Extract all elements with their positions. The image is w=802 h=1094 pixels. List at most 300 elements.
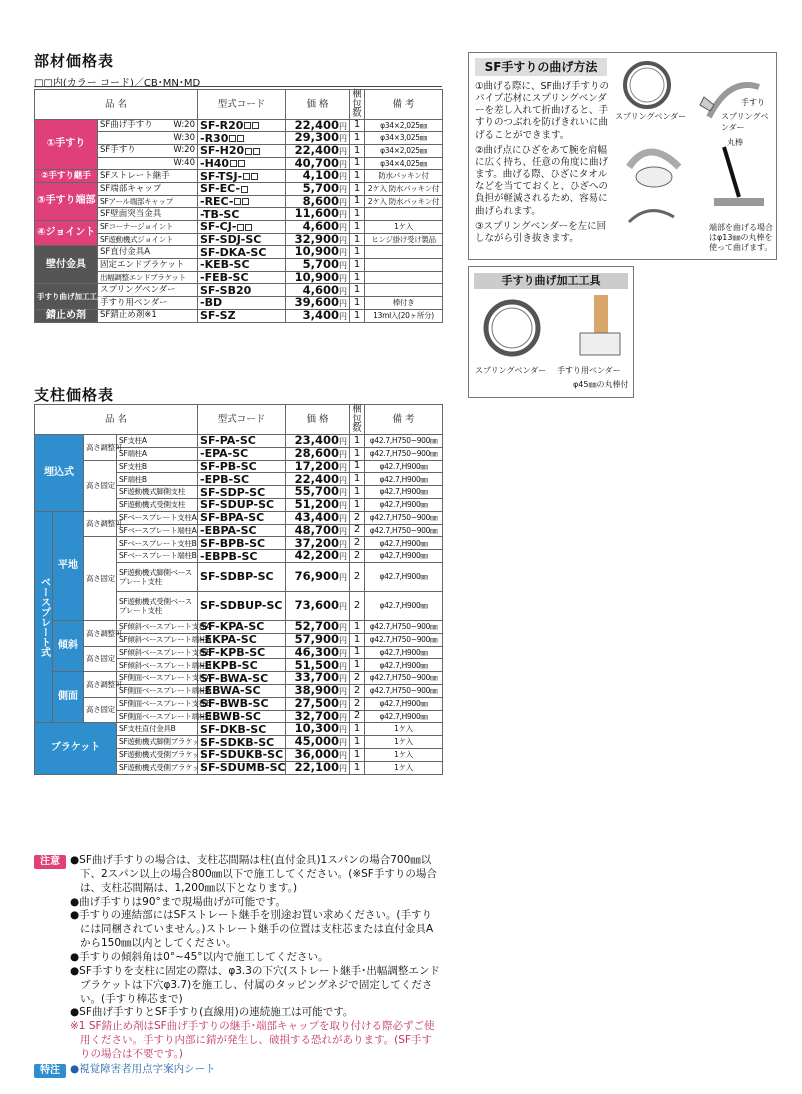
knee-icon (636, 167, 672, 187)
qty-cell: 2 (350, 511, 365, 524)
color-code-box (244, 122, 251, 129)
color-code-box (230, 160, 237, 167)
label-end: 端部を曲げる場合はφ13㎜の丸棒を使って曲げます。 (709, 223, 773, 252)
price-cell (286, 550, 350, 563)
yen-unit: 円 (339, 134, 347, 144)
item-width: W:20 (173, 145, 195, 156)
yen-unit: 円 (339, 635, 348, 645)
item-name (98, 233, 198, 246)
item-name (98, 271, 198, 284)
note-item: ●手すりの連結部にはSFストレート継手を別途お買い求めください。(手すりには同梱されていません。)ストレート継手の位置は支柱芯または直付金具Aから150㎜以内としてください。 (70, 909, 434, 950)
qty-cell: 1 (350, 646, 365, 659)
note-cell: φ42.7,H750~900㎜ (365, 447, 443, 460)
qty-cell: 1 (350, 221, 365, 234)
note-cell: 13ml入(20ヶ所分) (365, 309, 443, 322)
note-item: ●SF曲げ手すりの場合は、支柱芯間隔は柱(直付金具)1スパンの場合700㎜以下、2スパン以上の場合800㎜以下で施工してください。(※SF手すりの場合は、支柱芯間隔は、1,200㎜以下となります。) (70, 854, 437, 894)
table-row (35, 435, 443, 448)
posts-title: 支柱価格表 (34, 386, 115, 404)
code-cell: -H40 (198, 157, 286, 170)
note-cell: 1ケ入 (365, 736, 443, 749)
price-value: 52,700 (294, 619, 340, 634)
code-cell: -EBWA-SC (198, 684, 286, 697)
qty-cell: 2 (350, 710, 365, 723)
note-item: ●SF手すりを支柱に固定の際は、φ3.3の下穴(ストレート継手･出幅調整エンドブラケットは下穴φ3.7)を施工し、付属のタッピングネジで固定してください。(手すり棒芯まで) (70, 964, 440, 1005)
item-name: SF遊動機式受側支柱 (117, 498, 198, 511)
note-item: ※1 SF錆止め剤はSF曲げ手すりの継手･端部キャップを取り付ける際必ずご使用ください。手すり内部に錆が発生し、破損する恐れがあります。(SF手すりの場合は不要です。) (70, 1020, 435, 1061)
height-fix: 高さ固定 (84, 537, 117, 621)
note-cell: φ42.7,H900㎜ (365, 697, 443, 710)
yen-unit: 円 (339, 687, 348, 697)
category-end: ③手すり端部 (35, 182, 98, 220)
table-row (35, 246, 443, 259)
col-qty: 梱包数 (350, 90, 365, 120)
item-name: SF支柱直付金具B (117, 723, 198, 736)
price-value: 38,900 (294, 683, 340, 698)
yen-unit: 円 (339, 475, 348, 485)
yen-unit: 円 (339, 526, 348, 536)
bend-steps (475, 81, 609, 248)
item-name (98, 195, 198, 208)
caution-tag: 注意 (34, 855, 66, 869)
table-row (35, 697, 443, 710)
price-value: 3,400 (302, 307, 339, 322)
tool-spring: スプリングベンダー (475, 366, 547, 375)
code-cell: SF-EC- (198, 182, 286, 195)
yen-unit: 円 (339, 712, 348, 722)
yen-unit: 円 (339, 248, 347, 258)
height-fix: 高さ固定 (84, 697, 117, 723)
round-bar-icon (724, 147, 739, 197)
price-value: 5,700 (302, 257, 339, 272)
posts-table (34, 404, 443, 775)
yen-unit: 円 (339, 674, 348, 684)
table-row (35, 672, 443, 685)
col-price: 価 格 (286, 405, 350, 435)
price-value: 28,600 (294, 445, 340, 460)
col-code: 型式コード (198, 90, 286, 120)
note-cell: φ34×4,025㎜ (365, 157, 443, 170)
price-value: 46,300 (294, 644, 340, 659)
code-cell: SF-BWB-SC (198, 697, 286, 710)
qty-cell: 1 (350, 460, 365, 473)
yen-unit: 円 (339, 146, 347, 156)
yen-unit: 円 (339, 197, 347, 207)
yen-unit: 円 (339, 751, 348, 761)
item-name: SFベースプレート端柱B (117, 550, 198, 563)
item-name-text: 出幅調整エンドブラケット (100, 272, 186, 282)
height-adj: 高さ調整可 (84, 435, 117, 461)
item-name: SF支柱A (117, 435, 198, 448)
item-name (98, 170, 198, 183)
table-row (35, 170, 443, 183)
note-cell: 棒付き (365, 297, 443, 310)
code-cell: SF-PA-SC (198, 435, 286, 448)
price-value: 5,700 (302, 181, 339, 196)
hand-icon (700, 97, 714, 111)
yen-unit: 円 (339, 488, 348, 498)
qty-cell: 1 (350, 309, 365, 322)
qty-cell: 1 (350, 761, 365, 774)
code-cell: -FEB-SC (198, 271, 286, 284)
item-name-text: SFアール端部キャップ (100, 196, 173, 206)
price-value: 40,700 (294, 155, 339, 170)
item-name (98, 119, 198, 132)
col-name: 品 名 (35, 90, 198, 120)
note-cell: φ42.7,H750~900㎜ (365, 633, 443, 646)
bend-step: ①曲げる際に、SF曲げ手すりのパイプ芯材にスプリングベンダーを差し入れて折曲げると、手すりのつぶれを防げきれいに曲げることができます。 (475, 81, 610, 141)
color-code-box (229, 135, 236, 142)
item-name-text: SF曲げ手すり (100, 120, 153, 131)
code-cell: -R30 (198, 132, 286, 145)
code-cell: SF-R20 (198, 119, 286, 132)
parts-title: 部材価格表 (34, 52, 115, 70)
color-code-box (237, 135, 244, 142)
col-price: 価 格 (286, 90, 350, 120)
yen-unit: 円 (339, 286, 347, 296)
category-label: ベースプレート式 (38, 577, 50, 658)
item-name-text: SFストレート継手 (100, 170, 170, 181)
wood-bar-icon (594, 295, 608, 337)
item-name-text: SFコーナージョイント (100, 222, 173, 232)
note-cell: 1ケ入 (365, 748, 443, 761)
price-value: 57,900 (294, 631, 340, 646)
yen-unit: 円 (339, 437, 348, 447)
item-name: SF支柱B (117, 460, 198, 473)
qty-cell: 2 (350, 562, 365, 591)
note-cell (365, 246, 443, 259)
item-width: W:40 (173, 158, 195, 169)
note-cell (365, 284, 443, 297)
price-value: 42,200 (294, 548, 340, 563)
note-cell: φ42.7,H750~900㎜ (365, 435, 443, 448)
note-cell: φ42.7,H900㎜ (365, 460, 443, 473)
price-cell (286, 591, 350, 620)
item-name: SFベースプレート支柱B (117, 537, 198, 550)
note-item: ●手すりの傾斜角は0°~45°以内で施工してください。 (70, 951, 329, 964)
note-cell: φ34×2,025㎜ (365, 119, 443, 132)
price-value: 23,400 (294, 433, 340, 448)
qty-cell: 1 (350, 170, 365, 183)
table-row (35, 537, 443, 550)
item-name: SF側面ベースプレート支柱B (117, 697, 198, 710)
label-spring2: スプリングベンダー (721, 112, 769, 132)
parts-table (34, 89, 443, 323)
item-name: SF端柱A (117, 447, 198, 460)
qty-cell: 2 (350, 672, 365, 685)
code-cell: SF-BPA-SC (198, 511, 286, 524)
tool-bender: 手すり用ベンダー (557, 366, 621, 375)
yen-unit: 円 (339, 159, 347, 169)
code-cell: -TB-SC (198, 208, 286, 221)
item-name: SFベースプレート端柱A (117, 524, 198, 537)
color-code-box (238, 160, 245, 167)
item-name (98, 208, 198, 221)
item-name: SF傾斜ベースプレート支柱B (117, 646, 198, 659)
qty-cell: 1 (350, 633, 365, 646)
code-cell: SF-SDJ-SC (198, 233, 286, 246)
pull-out-icon (629, 211, 674, 222)
qty-cell: 1 (350, 723, 365, 736)
qty-cell: 2 (350, 697, 365, 710)
qty-cell: 1 (350, 246, 365, 259)
height-adj: 高さ調整可 (84, 620, 117, 646)
height-adj: 高さ調整可 (84, 672, 117, 698)
note-cell: φ42.7,H900㎜ (365, 486, 443, 499)
item-name (98, 182, 198, 195)
qty-cell: 1 (350, 271, 365, 284)
yen-unit: 円 (339, 539, 348, 549)
yen-unit: 円 (339, 763, 348, 773)
note-cell: φ42.7,H750~900㎜ (365, 511, 443, 524)
note-cell: φ42.7,H750~900㎜ (365, 672, 443, 685)
code-cell: -EKPA-SC (198, 633, 286, 646)
code-cell: -EPB-SC (198, 473, 286, 486)
qty-cell: 1 (350, 157, 365, 170)
price-value: 33,700 (294, 670, 340, 685)
code-cell: -EBWB-SC (198, 710, 286, 723)
height-fix: 高さ固定 (84, 646, 117, 672)
item-name: SF側面ベースプレート支柱A (117, 672, 198, 685)
yen-unit: 円 (339, 725, 348, 735)
code-cell: SF-KPB-SC (198, 646, 286, 659)
price-cell (286, 309, 350, 322)
code-cell: SF-SB20 (198, 284, 286, 297)
col-qty: 梱包数 (350, 405, 365, 435)
item-name-text: SF直付金具A (100, 246, 151, 257)
note-cell: 1ケ入 (365, 761, 443, 774)
item-width: W:20 (173, 120, 195, 131)
note-cell: φ42.7,H900㎜ (365, 562, 443, 591)
note-cell: φ42.7,H900㎜ (365, 473, 443, 486)
bend-panel (468, 52, 777, 260)
price-value: 37,200 (294, 535, 340, 550)
yen-unit: 円 (339, 223, 347, 233)
qty-cell: 1 (350, 284, 365, 297)
price-value: 10,300 (294, 721, 340, 736)
code-cell: -KEB-SC (198, 259, 286, 272)
yen-unit: 円 (339, 738, 348, 748)
note-cell: φ42.7,H900㎜ (365, 710, 443, 723)
note-cell: 1ケ入 (365, 221, 443, 234)
code-cell: SF-DKB-SC (198, 723, 286, 736)
price-value: 55,700 (294, 484, 340, 499)
note-cell: φ42.7,H750~900㎜ (365, 684, 443, 697)
note-cell: 2ケ入 防水パッキン付 (365, 182, 443, 195)
qty-cell: 1 (350, 498, 365, 511)
category-rust: 錆止め剤 (35, 309, 98, 322)
price-value: 22,100 (294, 759, 340, 774)
color-code-box (253, 148, 260, 155)
item-name: SF端柱B (117, 473, 198, 486)
spring-coil-icon (625, 63, 669, 107)
price-value: 8,600 (302, 193, 339, 208)
yen-unit: 円 (339, 273, 347, 283)
price-value: 76,900 (294, 569, 340, 584)
bend-step: ②曲げ点にひざをあて腕を肩幅に広く持ち、任意の角度に曲げます。曲げる際、ひざにタオルなどを当てておくと、ひざへの負担が軽減されるため、容易に曲げられます。 (475, 144, 609, 217)
yen-unit: 円 (339, 172, 347, 182)
note-cell: 2ケ入 防水パッキン付 (365, 195, 443, 208)
price-value: 39,600 (294, 295, 339, 310)
label-bar: 丸棒 (727, 138, 743, 147)
price-value: 36,000 (294, 747, 340, 762)
label-spring: スプリングベンダー (615, 112, 687, 121)
item-name (98, 221, 198, 234)
yen-unit: 円 (339, 623, 348, 633)
qty-cell: 1 (350, 486, 365, 499)
price-value: 17,200 (294, 458, 340, 473)
price-cell (286, 761, 350, 774)
note-cell: φ34×3,025㎜ (365, 132, 443, 145)
code-cell: SF-H20 (198, 144, 286, 157)
price-value: 45,000 (294, 734, 340, 749)
qty-cell: 1 (350, 620, 365, 633)
price-value: 32,900 (294, 231, 339, 246)
qty-cell: 1 (350, 748, 365, 761)
note-cell: φ42.7,H750~900㎜ (365, 524, 443, 537)
item-name (98, 284, 198, 297)
code-cell: SF-PB-SC (198, 460, 286, 473)
note-item: ●SF曲げ手すりとSF手すり(直線用)の連続施工は可能です。 (70, 1006, 354, 1019)
qty-cell: 1 (350, 259, 365, 272)
category-bracket: ブラケット (35, 723, 117, 774)
price-cell (286, 562, 350, 591)
bend-title: SF手すりの曲げ方法 (475, 58, 607, 76)
yen-unit: 円 (339, 513, 348, 523)
item-name: SF遊動機式脚側ブラケット (117, 736, 198, 749)
col-note: 備 考 (365, 90, 443, 120)
qty-cell: 1 (350, 297, 365, 310)
table-row (35, 723, 443, 736)
qty-cell: 2 (350, 591, 365, 620)
note-cell (365, 259, 443, 272)
knee-bend-icon (629, 152, 679, 167)
code-cell: SF-CJ- (198, 221, 286, 234)
code-cell: SF-SDP-SC (198, 486, 286, 499)
item-width: W:30 (173, 132, 195, 143)
item-name (98, 132, 198, 145)
yen-unit: 円 (339, 462, 348, 472)
color-code-box (243, 173, 250, 180)
category-wall: 壁付金具 (35, 246, 98, 284)
yen-unit: 円 (339, 661, 348, 671)
tool-bar: φ45㎜の丸棒付 (573, 380, 629, 389)
note-item: ●曲げ手すりは90°まで現場曲げが可能です。 (70, 895, 286, 908)
price-value: 32,700 (294, 708, 340, 723)
bend-step: ③スプリングベンダーを左に回しながら引き抜きます。 (475, 220, 607, 244)
category-joint: ④ジョイント (35, 221, 98, 246)
category-base (35, 511, 53, 723)
qty-cell: 2 (350, 684, 365, 697)
item-name-text: SF錆止め剤※1 (100, 310, 157, 321)
price-value: 22,400 (294, 471, 340, 486)
table-row (35, 309, 443, 322)
category-tools: 手すり曲げ加工工具 (35, 284, 98, 309)
price-value: 22,400 (294, 142, 339, 157)
subcategory-side: 側面 (53, 672, 84, 723)
code-cell: SF-DKA-SC (198, 246, 286, 259)
price-value: 29,300 (294, 130, 339, 145)
color-code-box (242, 198, 249, 205)
qty-cell: 1 (350, 182, 365, 195)
yen-unit: 円 (339, 235, 347, 245)
price-value: 11,600 (294, 206, 339, 221)
color-code-box (237, 224, 244, 231)
note-cell: φ42.7,H900㎜ (365, 537, 443, 550)
code-cell: -BD (198, 297, 286, 310)
yen-unit: 円 (339, 699, 348, 709)
price-value: 51,500 (294, 657, 340, 672)
note-cell: φ42.7,H900㎜ (365, 591, 443, 620)
table-row (35, 284, 443, 297)
item-name-text: SF遊動機式ジョイント (100, 234, 174, 244)
subcategory-slope: 傾斜 (53, 620, 84, 671)
qty-cell: 1 (350, 195, 365, 208)
qty-cell: 1 (350, 736, 365, 749)
qty-cell: 1 (350, 132, 365, 145)
table-row (35, 119, 443, 132)
qty-cell: 1 (350, 208, 365, 221)
col-name: 品 名 (35, 405, 198, 435)
code-cell: SF-BWA-SC (198, 672, 286, 685)
note-cell: φ42.7,H900㎜ (365, 550, 443, 563)
code-cell: SF-BPB-SC (198, 537, 286, 550)
table-row (35, 511, 443, 524)
note-cell: φ42.7,H750~900㎜ (365, 620, 443, 633)
item-name: SF傾斜ベースプレート端柱B (117, 659, 198, 672)
yen-unit: 円 (339, 449, 348, 459)
yen-unit: 円 (339, 648, 348, 658)
item-name: SF遊動機式受側ブラケット (117, 748, 198, 761)
yen-unit: 円 (339, 121, 347, 131)
table-row (35, 221, 443, 234)
note-cell: 防水パッキン付 (365, 170, 443, 183)
code-cell: -EBPA-SC (198, 524, 286, 537)
qty-cell: 1 (350, 659, 365, 672)
tools-illustration (474, 293, 630, 363)
qty-cell: 1 (350, 447, 365, 460)
item-name-text: 固定エンドブラケット (100, 259, 185, 270)
item-name: SF傾斜ベースプレート支柱A (117, 620, 198, 633)
item-name: SF遊動機式受側ブラケット (117, 761, 198, 774)
code-cell: -EPA-SC (198, 447, 286, 460)
item-name: SF傾斜ベースプレート端柱A (117, 633, 198, 646)
item-name: SF遊動機式受側ベースプレート支柱 (117, 591, 198, 620)
yen-unit: 円 (339, 602, 348, 612)
item-name-text: スプリングベンダー (100, 285, 176, 296)
notes-list (70, 854, 440, 1062)
code-cell: SF-KPA-SC (198, 620, 286, 633)
code-cell: SF-TSJ- (198, 170, 286, 183)
note-cell: ヒンジ掛け受け製品 (365, 233, 443, 246)
special-tag: 特注 (34, 1064, 66, 1078)
item-name: SFベースプレート支柱A (117, 511, 198, 524)
spring-bender-icon (486, 302, 538, 354)
yen-unit: 円 (339, 210, 347, 220)
item-name (98, 246, 198, 259)
code-cell: -EBPB-SC (198, 550, 286, 563)
code-cell: SF-SDUP-SC (198, 498, 286, 511)
subcategory-flat: 平地 (53, 511, 84, 620)
code-cell: SF-SDBP-SC (198, 562, 286, 591)
yen-unit: 円 (339, 573, 348, 583)
table-row (35, 182, 443, 195)
height-adj: 高さ調整可 (84, 511, 117, 537)
qty-cell: 2 (350, 537, 365, 550)
item-name (98, 309, 198, 322)
table-row (35, 646, 443, 659)
yen-unit: 円 (339, 501, 348, 511)
price-value: 4,600 (302, 219, 339, 234)
